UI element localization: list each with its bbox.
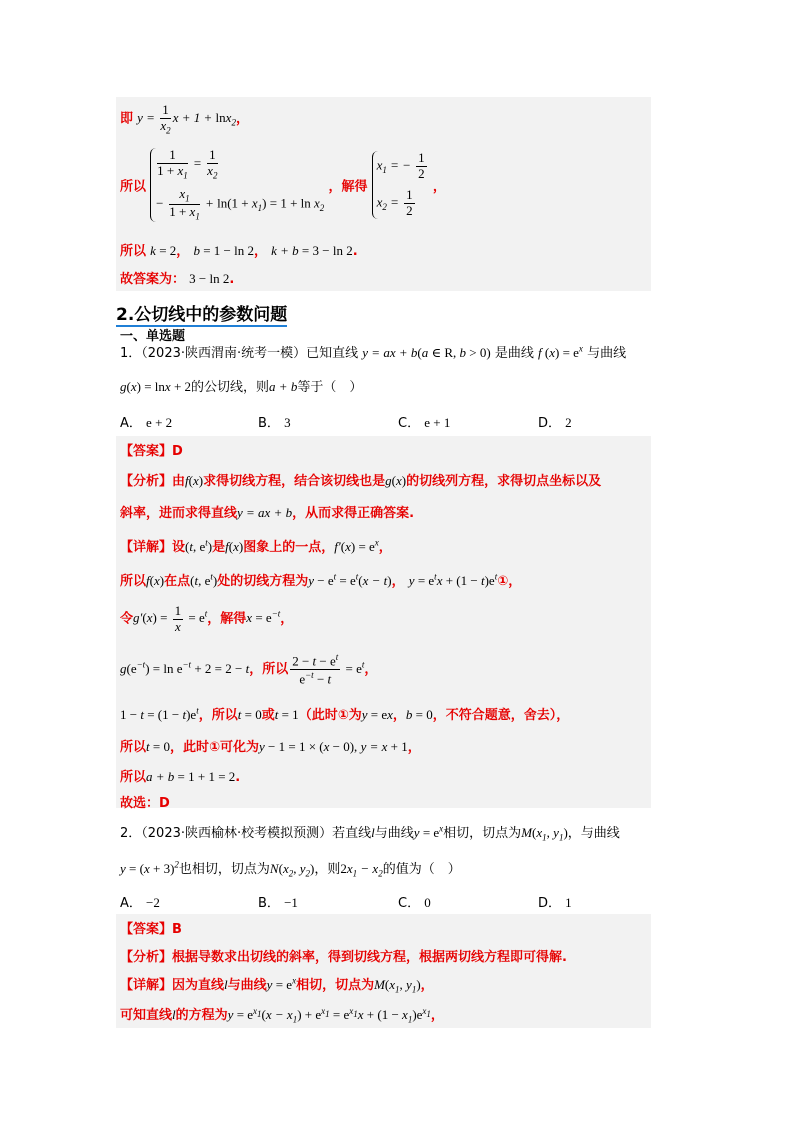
q2-detail-line2: 可知直线l的方程为$y = e^{x_1}(x - x_1) + e^{x_1} = e^{x_1}x + (1 - x_1)e^{x_1}$， — [120, 1005, 444, 1025]
q1-detail-line3: 令g′(x) = $\frac{1}{x}$ = $e^t$，解得$x = e^{-t}$， — [120, 603, 294, 634]
q1-fenxi-line1: 【分析】由f(x)求得切线方程，结合该切线也是g(x)的切线列方程，求得切点坐标以及 — [120, 473, 602, 489]
q1-option-d[interactable]: D． 2 — [538, 415, 572, 431]
section-subtitle: 一、单选题 — [120, 329, 186, 344]
section-title: 2.公切线中的参数问题 — [116, 300, 287, 327]
block1-system: 所以 $\frac{1}{1 + x_1}$ = $\frac{1}{x_2}$ − $\frac{x_1}{1 + x_1}$ + $\ln(1 + x_1) = 1 + \ln x_2$ ，解得 $x_1$ = − $\frac{1}{2}$ $x_2$ = $\frac{1}{2}$ ， — [120, 147, 446, 222]
q2-option-c[interactable]: C． 0 — [398, 895, 431, 911]
q1-option-c[interactable]: C． e + 1 — [398, 415, 451, 431]
q2-stem-line1: 2．（2023·陕西榆林·校考模拟预测）若直线l与曲线$y = e^x$相切，切点为$M(x_1$, $y_1$)，与曲线 — [120, 823, 620, 843]
block1-line3: 所以 k = 2， b = 1 − ln 2， k + b = 3 − ln 2. — [120, 243, 358, 259]
q1-detail-line7: 所以a + b = 1 + 1 = 2. — [120, 769, 241, 785]
q2-option-a[interactable]: A． −2 — [120, 895, 160, 911]
q1-stem-line1: 1．（2023·陕西渭南·统考一模）已知直线 y = ax + b(a ∈ R, b > 0) 是曲线 f $(x) = e^x$ 与曲线 — [120, 343, 627, 361]
q1-guxuan: 故选：D — [120, 796, 170, 811]
q2-fenxi: 【分析】根据导数求出切线的斜率，得到切线方程，根据两切线方程即可得解. — [120, 950, 567, 965]
block1-line1: 即 y = $\frac{1}{x_2}$ x + 1 + lnx$_2$， — [120, 102, 249, 136]
block1-answer: 故答案为： 3 − ln 2. — [120, 271, 235, 287]
q2-stem-line2: $y = (x + 3)^2$也相切，切点为$N(x_2$, $y_2$)，则$2x_1 - x_2$的值为（ ） — [120, 859, 461, 879]
q2-option-b[interactable]: B． −1 — [258, 895, 298, 911]
q1-detail-line4: $g(e^{-t}) = \ln e^{-t} + 2 = 2 - t$，所以 $\frac{2 - t - e^t}{e^{-t} - t}$ = $e^t$， — [120, 652, 378, 687]
q2-answer: 【答案】B — [120, 922, 182, 937]
q1-detail-line1: 【详解】设(t, $e^t$)是f(x)图象上的一点，$f'(x) = e^x$， — [120, 537, 392, 555]
q1-option-b[interactable]: B． 3 — [258, 415, 291, 431]
q2-detail-line1: 【详解】因为直线l与曲线$y = e^x$相切，切点为$M(x_1$, $y_1$)， — [120, 975, 434, 995]
q1-option-a[interactable]: A． e + 2 — [120, 415, 173, 431]
q1-detail-line5: $1 - t = (1 - t)e^t$，所以t = 0或t = 1（此时①为y = ex，b = 0，不符合题意，舍去）， — [120, 705, 570, 723]
q1-detail-line6: 所以t = 0，此时①可化为y − 1 = 1 × (x − 0), y = x + 1， — [120, 739, 421, 755]
q1-fenxi-line2: 斜率，进而求得直线y = ax + b，从而求得正确答案. — [120, 505, 415, 521]
q1-answer: 【答案】D — [120, 444, 183, 459]
q1-detail-line2: 所以f(x)在点(t, $e^t$)处的切线方程为$y - e^t = e^t(x - t)$， $y = e^tx + (1$ − $t)e^t①$， — [120, 571, 522, 589]
q2-option-d[interactable]: D． 1 — [538, 895, 572, 911]
q1-stem-line2: g(x) = lnx + 2的公切线，则a + b等于（ ） — [120, 379, 363, 395]
